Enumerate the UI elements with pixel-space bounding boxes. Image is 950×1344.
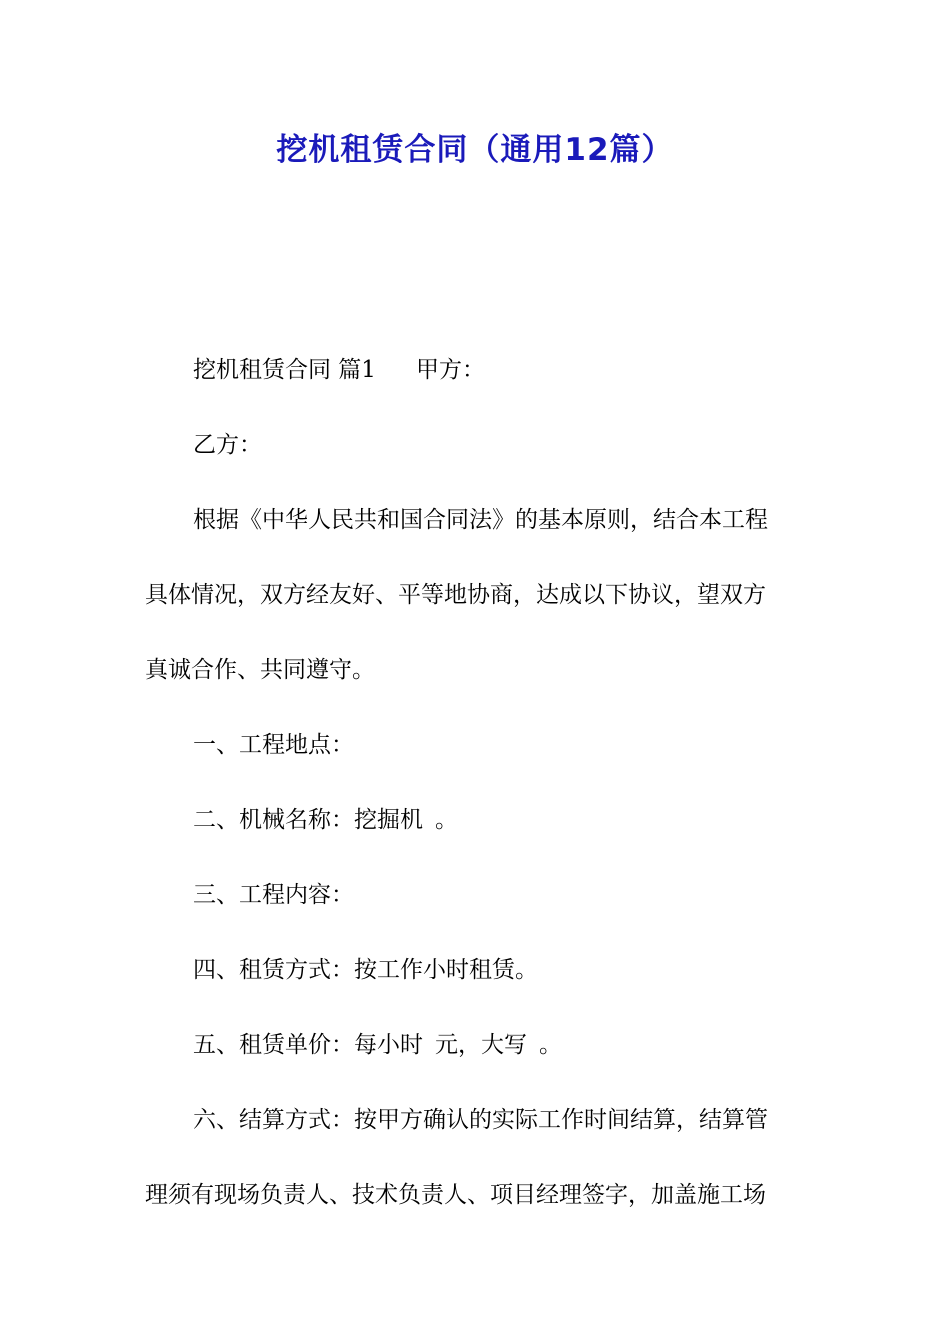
clause-2	[145, 783, 810, 858]
clause-6-line-2: 理须有现场负责人、技术负责人、项目经理签字，加盖施工场	[145, 1182, 766, 1208]
party-b-label: 乙方：	[193, 432, 262, 458]
clause-2-text: 二、机械名称：挖掘机	[193, 807, 423, 833]
clause-3: 三、工程内容：	[193, 882, 354, 908]
clause-5-part-a: 五、租赁单价：每小时	[193, 1032, 423, 1058]
document-body	[145, 333, 810, 1233]
clause-5	[145, 1008, 810, 1083]
clause-2-end: 。	[435, 807, 458, 833]
clause-1: 一、工程地点：	[193, 732, 354, 758]
intro-line-3: 真诚合作、共同遵守。	[145, 657, 375, 683]
clause-4: 四、租赁方式：按工作小时租赁。	[193, 957, 538, 983]
clause-6-line-1: 六、结算方式：按甲方确认的实际工作时间结算，结算管	[193, 1107, 768, 1133]
intro-line-2: 具体情况，双方经友好、平等地协商，达成以下协议，望双方	[145, 582, 766, 608]
document-title: 挖机租赁合同（通用12篇）	[276, 132, 674, 168]
clause-5-part-b: 元，大写	[435, 1032, 527, 1058]
intro-line-1: 根据《中华人民共和国合同法》的基本原则，结合本工程	[193, 507, 768, 533]
section-label: 挖机租赁合同 篇1	[193, 357, 376, 383]
party-a-label: 甲方：	[415, 357, 485, 383]
clause-5-part-c: 。	[539, 1032, 562, 1058]
section-heading-line	[145, 333, 810, 408]
